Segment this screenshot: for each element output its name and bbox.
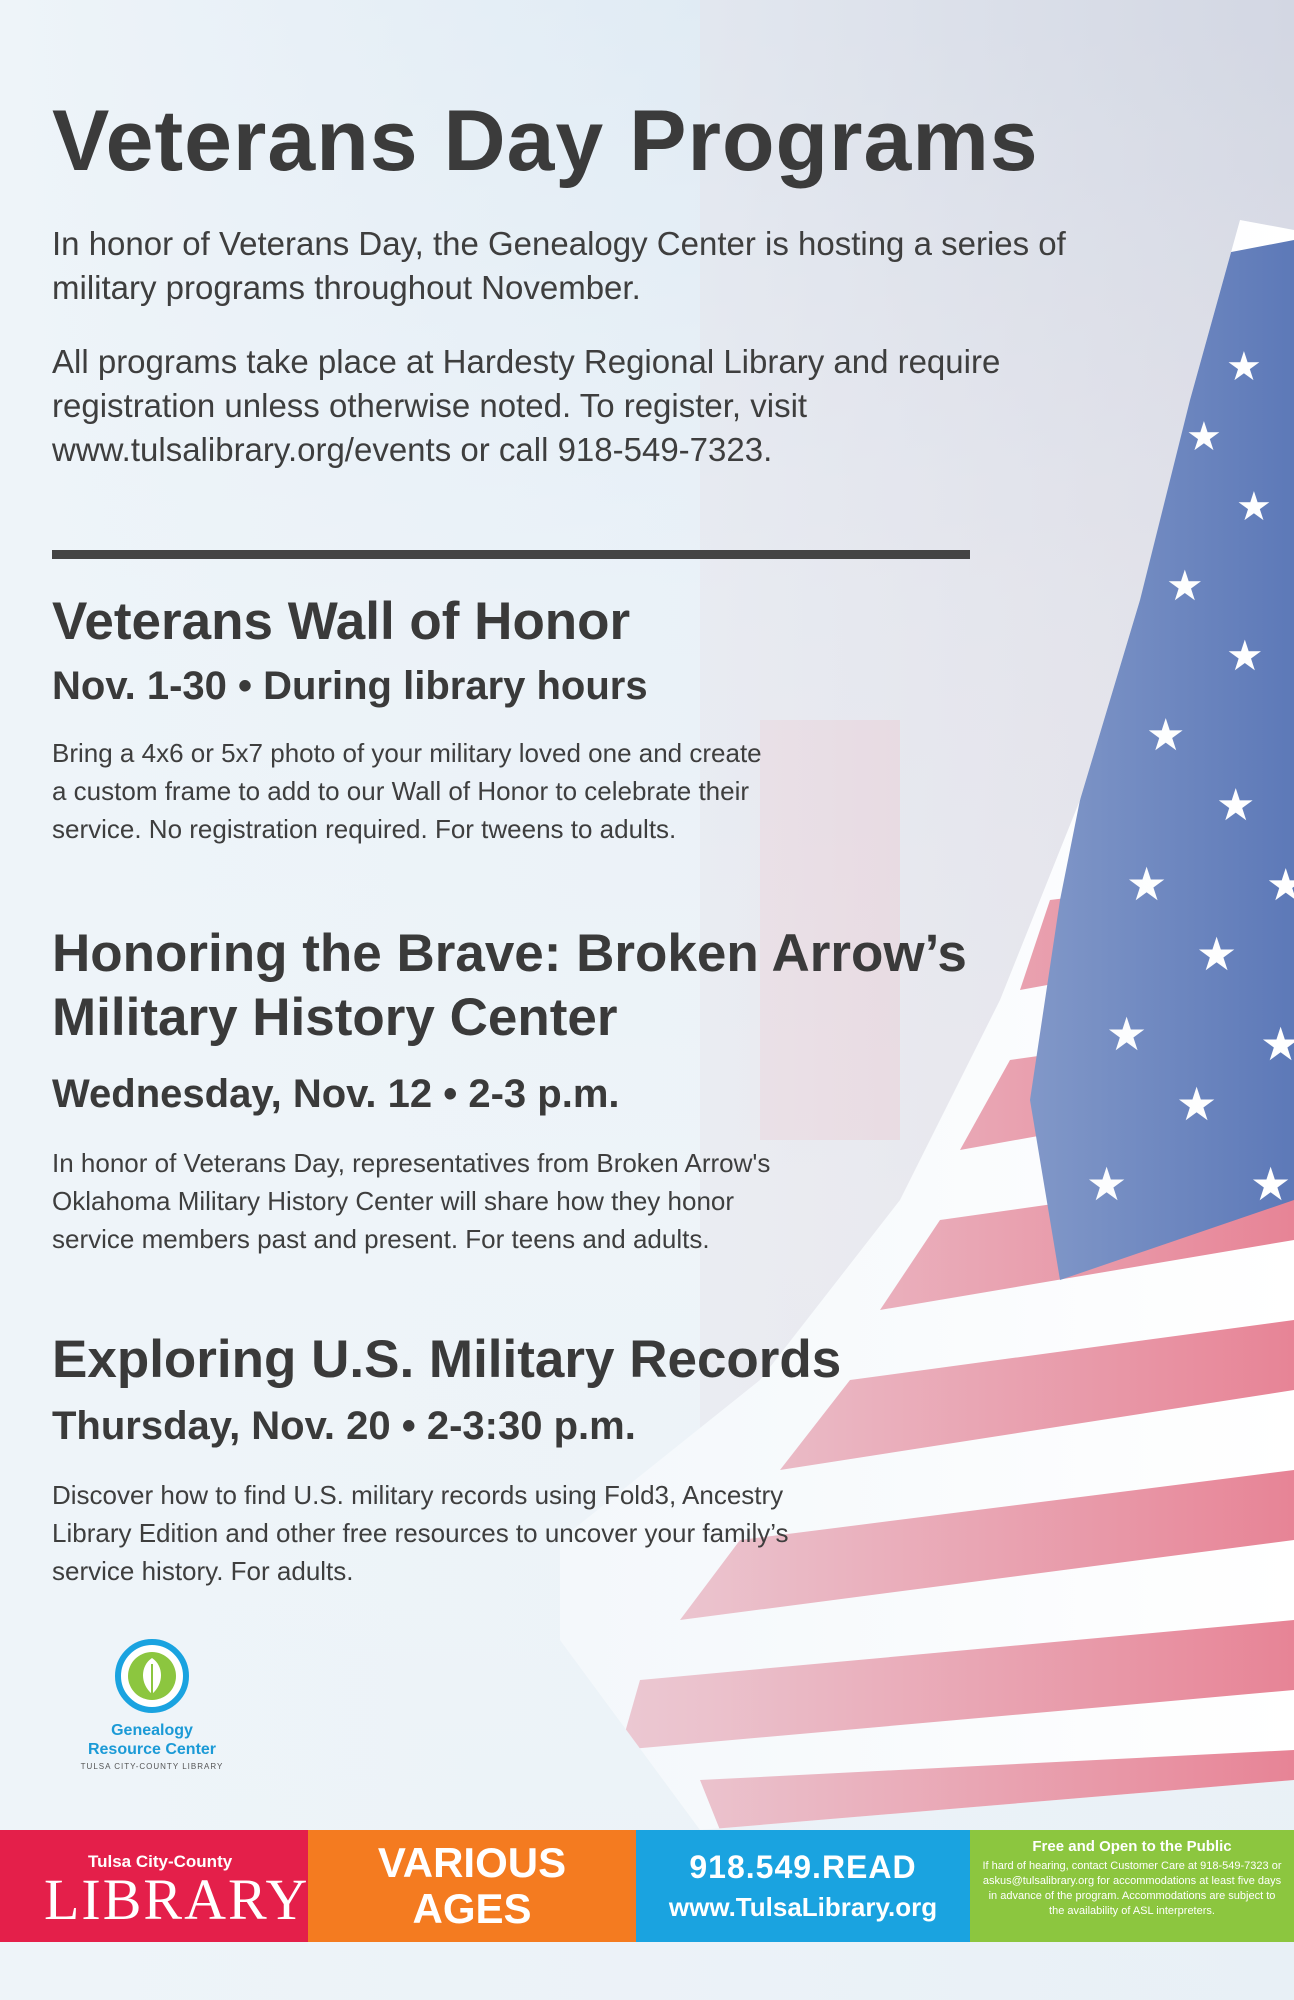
logo-name-line1: Genealogy	[111, 1722, 193, 1739]
event-description-military-records: Discover how to find U.S. military records using Fold3, Ancestry Library Edition and other free resources to uncover your family’s service history. For adults.	[52, 1480, 789, 1586]
footer-bar	[0, 1830, 1294, 1942]
event-title-honoring-the-brave: Honoring the Brave: Broken Arrow’s Military History Center	[52, 924, 967, 1047]
genealogy-center-logo	[62, 1636, 242, 1771]
library-logo-main: LIBRARY	[44, 1867, 310, 1932]
event-date-honoring-the-brave: Wednesday, Nov. 12 • 2-3 p.m.	[52, 1072, 620, 1116]
accessibility-block	[970, 1830, 1294, 1942]
ages-line2: AGES	[412, 1885, 532, 1932]
library-logo	[0, 1830, 308, 1942]
intro-paragraph-1: In honor of Veterans Day, the Genealogy Center is hosting a series of military programs throughout November.	[52, 225, 1066, 306]
ages-line1: VARIOUS	[377, 1839, 567, 1886]
page-title: Veterans Day Programs	[52, 93, 1039, 189]
event-date-military-records: Thursday, Nov. 20 • 2-3:30 p.m.	[52, 1404, 636, 1448]
event-date-wall-of-honor: Nov. 1-30 • During library hours	[52, 664, 648, 708]
leaf-icon	[112, 1636, 192, 1716]
accessibility-text: If hard of hearing, contact Customer Care at 918-549-7323 or askus@tulsalibrary.org for accommodations at least five days in advance of the program. Accommodations are subject to the availability of ASL interpreters.	[982, 1860, 1282, 1917]
intro-paragraph-2: All programs take place at Hardesty Regional Library and require registration unless otherwise noted. To register, visit www.tulsalibrary.org/events or call 918-549-7323.	[52, 343, 1001, 468]
logo-subtitle: TULSA CITY-COUNTY LIBRARY	[80, 1762, 224, 1771]
website-link[interactable]: www.TulsaLibrary.org	[668, 1892, 938, 1922]
phone-number: 918.549.READ	[689, 1849, 917, 1885]
event-title-wall-of-honor: Veterans Wall of Honor	[52, 592, 631, 651]
event-description-wall-of-honor: Bring a 4x6 or 5x7 photo of your military loved one and create a custom frame to add to our Wall of Honor to celebrate their service. No registration required. For tweens to adults.	[52, 738, 762, 844]
ages-block	[308, 1830, 636, 1942]
library-logo-top: Tulsa City-County	[88, 1852, 233, 1871]
free-open-title: Free and Open to the Public	[1032, 1838, 1232, 1855]
logo-name-line2: Resource Center	[87, 1741, 217, 1758]
event-description-honoring-the-brave: In honor of Veterans Day, representatives from Broken Arrow's Oklahoma Military History Center will share how they honor service members past and present. For teens and adults.	[52, 1148, 771, 1254]
section-divider	[52, 550, 970, 559]
contact-block	[636, 1830, 970, 1942]
event-title-military-records: Exploring U.S. Military Records	[52, 1330, 842, 1389]
